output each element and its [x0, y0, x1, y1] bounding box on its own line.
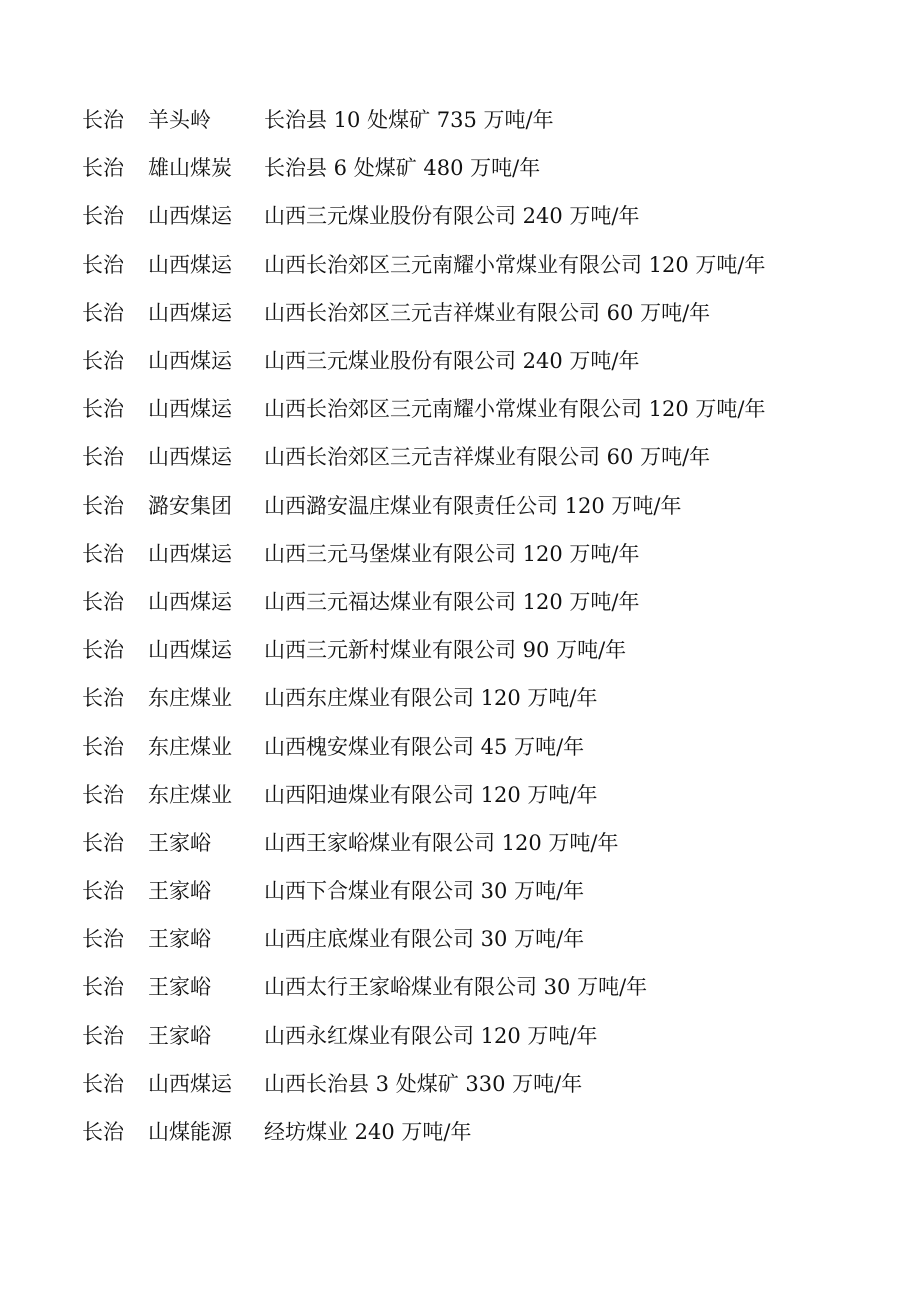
mine-cell: 山西三元福达煤业有限公司 120 万吨/年 [264, 589, 640, 614]
mine-cell: 山西长治县 3 处煤矿 330 万吨/年 [264, 1071, 583, 1096]
city-cell: 长治 [82, 879, 124, 904]
mine-cell: 山西永红煤业有限公司 120 万吨/年 [264, 1023, 598, 1048]
group-cell: 山西煤运 [148, 397, 232, 422]
mine-cell: 山西三元新村煤业有限公司 90 万吨/年 [264, 638, 627, 663]
list-item [82, 384, 882, 432]
list-item [82, 529, 882, 577]
mine-cell: 山西长治郊区三元吉祥煤业有限公司 60 万吨/年 [264, 300, 711, 325]
mine-cell: 山西庄底煤业有限公司 30 万吨/年 [264, 927, 585, 952]
list-item [82, 1059, 882, 1107]
group-cell: 山西煤运 [148, 541, 232, 566]
city-cell: 长治 [82, 493, 124, 518]
mine-list [82, 95, 882, 1155]
group-cell: 山西煤运 [148, 252, 232, 277]
group-cell: 东庄煤业 [148, 686, 232, 711]
group-cell: 山西煤运 [148, 349, 232, 374]
list-item [82, 962, 882, 1010]
city-cell: 长治 [82, 397, 124, 422]
list-item [82, 288, 882, 336]
list-item [82, 1107, 882, 1155]
group-cell: 潞安集团 [148, 493, 232, 518]
group-cell: 山西煤运 [148, 1071, 232, 1096]
mine-cell: 山西三元煤业股份有限公司 240 万吨/年 [264, 349, 640, 374]
group-cell: 山西煤运 [148, 638, 232, 663]
list-item [82, 1011, 882, 1059]
group-cell: 王家峪 [148, 830, 211, 855]
mine-cell: 山西下合煤业有限公司 30 万吨/年 [264, 879, 585, 904]
group-cell: 山西煤运 [148, 204, 232, 229]
mine-cell: 山西三元煤业股份有限公司 240 万吨/年 [264, 204, 640, 229]
group-cell: 山西煤运 [148, 589, 232, 614]
city-cell: 长治 [82, 782, 124, 807]
group-cell: 山西煤运 [148, 300, 232, 325]
mine-cell: 山西长治郊区三元南耀小常煤业有限公司 120 万吨/年 [264, 252, 766, 277]
city-cell: 长治 [82, 541, 124, 566]
mine-cell: 山西东庄煤业有限公司 120 万吨/年 [264, 686, 598, 711]
group-cell: 王家峪 [148, 879, 211, 904]
list-item [82, 432, 882, 480]
list-item [82, 336, 882, 384]
city-cell: 长治 [82, 589, 124, 614]
list-item [82, 673, 882, 721]
city-cell: 长治 [82, 349, 124, 374]
mine-cell: 长治县 10 处煤矿 735 万吨/年 [264, 108, 554, 133]
city-cell: 长治 [82, 1023, 124, 1048]
list-item [82, 625, 882, 673]
city-cell: 长治 [82, 1071, 124, 1096]
mine-cell: 山西长治郊区三元吉祥煤业有限公司 60 万吨/年 [264, 445, 711, 470]
mine-cell: 经坊煤业 240 万吨/年 [264, 1120, 472, 1145]
city-cell: 长治 [82, 975, 124, 1000]
group-cell: 王家峪 [148, 975, 211, 1000]
city-cell: 长治 [82, 204, 124, 229]
mine-cell: 长治县 6 处煤矿 480 万吨/年 [264, 156, 541, 181]
city-cell: 长治 [82, 252, 124, 277]
list-item [82, 191, 882, 239]
city-cell: 长治 [82, 734, 124, 759]
group-cell: 王家峪 [148, 927, 211, 952]
list-item [82, 721, 882, 769]
city-cell: 长治 [82, 830, 124, 855]
group-cell: 羊头岭 [148, 108, 211, 133]
group-cell: 王家峪 [148, 1023, 211, 1048]
group-cell: 东庄煤业 [148, 734, 232, 759]
list-item [82, 240, 882, 288]
mine-cell: 山西阳迪煤业有限公司 120 万吨/年 [264, 782, 598, 807]
group-cell: 山西煤运 [148, 445, 232, 470]
city-cell: 长治 [82, 638, 124, 663]
mine-cell: 山西王家峪煤业有限公司 120 万吨/年 [264, 830, 619, 855]
list-item [82, 914, 882, 962]
group-cell: 山煤能源 [148, 1120, 232, 1145]
mine-cell: 山西三元马堡煤业有限公司 120 万吨/年 [264, 541, 640, 566]
list-item [82, 95, 882, 143]
city-cell: 长治 [82, 927, 124, 952]
group-cell: 雄山煤炭 [148, 156, 232, 181]
list-item [82, 143, 882, 191]
mine-cell: 山西潞安温庄煤业有限责任公司 120 万吨/年 [264, 493, 682, 518]
list-item [82, 481, 882, 529]
city-cell: 长治 [82, 108, 124, 133]
city-cell: 长治 [82, 445, 124, 470]
mine-cell: 山西长治郊区三元南耀小常煤业有限公司 120 万吨/年 [264, 397, 766, 422]
group-cell: 东庄煤业 [148, 782, 232, 807]
list-item [82, 818, 882, 866]
list-item [82, 866, 882, 914]
list-item [82, 770, 882, 818]
city-cell: 长治 [82, 300, 124, 325]
mine-cell: 山西槐安煤业有限公司 45 万吨/年 [264, 734, 585, 759]
list-item [82, 577, 882, 625]
city-cell: 长治 [82, 686, 124, 711]
city-cell: 长治 [82, 156, 124, 181]
mine-cell: 山西太行王家峪煤业有限公司 30 万吨/年 [264, 975, 648, 1000]
city-cell: 长治 [82, 1120, 124, 1145]
